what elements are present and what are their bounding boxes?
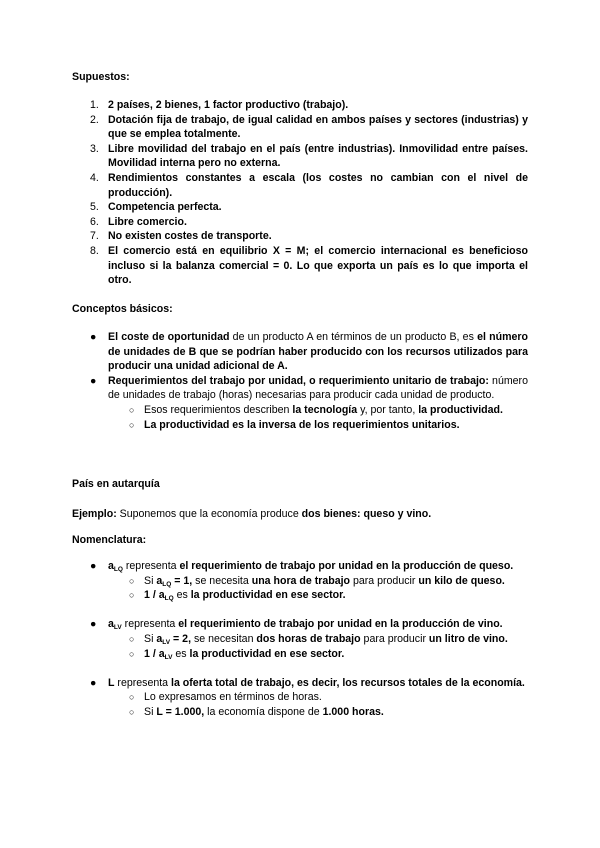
text-bold: la productividad en ese sector. — [190, 589, 346, 602]
list-item-text: Dotación fija de trabajo, de igual calidad en ambos países y sectores (industrias) y que se emplea totalmente. — [108, 113, 528, 141]
circle-bullet-icon: ○ — [129, 590, 135, 601]
list-item — [72, 244, 528, 288]
text: Lo expresamos en términos de horas. — [144, 691, 322, 704]
text-bold: = 2, — [170, 632, 192, 645]
list-item — [72, 374, 528, 432]
circle-bullet-icon: ○ — [129, 692, 135, 703]
circle-bullet-icon: ○ — [129, 575, 135, 586]
list-item-text: Libre movilidad del trabajo en el país (entre industrias). Inmovilidad entre países. Movilidad interna pero no externa. — [108, 142, 528, 170]
text: la economía dispone de — [204, 705, 323, 718]
spacer — [72, 603, 528, 618]
text: es — [173, 589, 191, 602]
text: es — [172, 647, 190, 660]
symbol: a — [108, 618, 114, 631]
autarquia-heading: País en autarquía — [72, 478, 160, 490]
sub-list-item — [72, 647, 528, 662]
symbol-subscript: LQ — [162, 580, 172, 588]
symbol-subscript: LV — [113, 624, 122, 632]
list-number: 2. — [90, 113, 99, 126]
symbol-subscript: LQ — [113, 566, 123, 573]
conceptos-heading: Conceptos básicos: — [72, 303, 173, 315]
ejemplo-paragraph — [72, 507, 431, 522]
text-bold: a — [156, 574, 163, 587]
text: Suponemos que la economía produce — [116, 508, 302, 520]
text: de un producto A en términos de un producto B, es — [229, 331, 478, 343]
bullet-icon: ● — [90, 560, 97, 572]
list-item — [72, 113, 528, 142]
symbol-subscript: LV — [162, 638, 171, 646]
circle-bullet-icon: ○ — [129, 404, 135, 415]
text-bold: = 1, — [171, 574, 193, 587]
list-item — [72, 330, 528, 374]
text: para producir — [350, 574, 419, 587]
sub-list — [108, 574, 528, 603]
supuestos-list — [72, 98, 528, 288]
list-number: 5. — [90, 201, 99, 214]
list-item — [72, 142, 528, 171]
sub-list-item — [72, 632, 528, 647]
text-bold: el requerimiento de trabajo por unidad en la producción de vino. — [178, 618, 503, 631]
sub-list-item — [72, 418, 528, 433]
list-item — [72, 98, 528, 113]
text: se necesita — [192, 574, 252, 587]
sub-list-item — [72, 588, 528, 603]
list-item-text: 2 países, 2 bienes, 1 factor productivo (trabajo). — [108, 99, 349, 111]
list-number: 7. — [90, 230, 99, 243]
text: Esos requerimientos describen — [144, 403, 293, 416]
text-bold: un kilo de queso. — [418, 574, 505, 587]
list-number: 6. — [90, 215, 99, 228]
symbol: L — [108, 676, 115, 689]
list-number: 8. — [90, 244, 99, 257]
text: Si — [144, 632, 157, 645]
list-item-text: Rendimientos constantes a escala (los costes no cambian con el nivel de producción). — [108, 171, 528, 199]
symbol-subscript: LV — [164, 653, 173, 661]
bullet-icon: ● — [90, 374, 97, 387]
text-bold: la productividad en ese sector. — [189, 647, 345, 660]
text-bold: El coste de oportunidad — [108, 331, 230, 343]
text: representa — [114, 676, 172, 689]
symbol: a — [108, 560, 114, 572]
list-item — [72, 229, 528, 244]
sub-list-item — [72, 574, 528, 589]
list-item-text: Libre comercio. — [108, 215, 187, 228]
list-item — [72, 215, 528, 230]
supuestos-heading: Supuestos: — [72, 71, 130, 83]
text-bold: Requerimientos del trabajo por unidad, o requerimiento unitario de trabajo: — [108, 374, 489, 387]
text-bold: el número de unidades de B que se podrían haber producido con los recursos utilizados para producir una unidad adicional de A. — [108, 331, 528, 373]
sub-list-item — [72, 705, 528, 720]
text: para producir — [360, 632, 429, 645]
circle-bullet-icon: ○ — [129, 706, 135, 717]
text: número de unidades de trabajo (horas) necesarias para producir cada unidad de producto. — [108, 374, 528, 402]
text: representa — [122, 560, 180, 572]
nomenclatura-heading: Nomenclatura: — [72, 534, 147, 546]
conceptos-list — [72, 330, 528, 432]
symbol-subscript: LQ — [164, 595, 174, 603]
ejemplo-label: Ejemplo: — [72, 508, 117, 520]
text-bold: 1.000 horas. — [322, 705, 384, 718]
text-bold: 1 / a — [144, 589, 165, 602]
text-bold: L = 1.000, — [156, 705, 205, 718]
sub-list-item — [72, 690, 528, 705]
list-item — [72, 676, 528, 720]
text-bold: 1 / a — [144, 647, 165, 660]
sub-list — [108, 403, 528, 432]
list-item — [72, 617, 528, 661]
text: Si — [144, 705, 157, 718]
list-item-text: No existen costes de transporte. — [108, 230, 272, 243]
sub-list-item — [72, 403, 528, 418]
text: y, por tanto, — [357, 403, 419, 416]
text-bold: la productividad. — [418, 403, 503, 416]
text-bold: dos bienes: queso y vino. — [301, 508, 432, 520]
text-bold: un litro de vino. — [428, 632, 508, 645]
text-bold: la oferta total de trabajo, es decir, los recursos totales de la economía. — [171, 676, 525, 689]
text-bold: a — [156, 632, 163, 645]
text-bold: el requerimiento de trabajo por unidad en la producción de queso. — [179, 560, 514, 572]
bullet-icon: ● — [90, 618, 97, 631]
circle-bullet-icon: ○ — [129, 419, 135, 430]
list-item-text: Competencia perfecta. — [108, 201, 222, 214]
spacer — [72, 661, 528, 676]
bullet-icon: ● — [90, 331, 97, 343]
text-bold: dos horas de trabajo — [256, 632, 361, 645]
list-number: 3. — [90, 142, 99, 155]
list-item — [72, 559, 528, 603]
text-bold: la tecnología — [292, 403, 358, 416]
list-number: 1. — [90, 99, 99, 111]
sub-list — [108, 690, 528, 719]
list-item — [72, 171, 528, 200]
text: Si — [144, 574, 157, 587]
text-bold: una hora de trabajo — [251, 574, 351, 587]
bullet-icon: ● — [90, 676, 97, 689]
list-number: 4. — [90, 171, 99, 184]
text: representa — [121, 618, 179, 631]
text-bold: La productividad es la inversa de los requerimientos unitarios. — [144, 418, 460, 431]
nomenclatura-list — [72, 559, 528, 720]
text: se necesitan — [191, 632, 257, 645]
list-item — [72, 200, 528, 215]
circle-bullet-icon: ○ — [129, 648, 135, 659]
sub-list — [108, 632, 528, 661]
circle-bullet-icon: ○ — [129, 633, 135, 644]
list-item-text: El comercio está en equilibrio X = M; el comercio internacional es beneficioso incluso si la balanza comercial = 0. Lo que exporta un país es lo que importa el otro. — [108, 244, 528, 287]
